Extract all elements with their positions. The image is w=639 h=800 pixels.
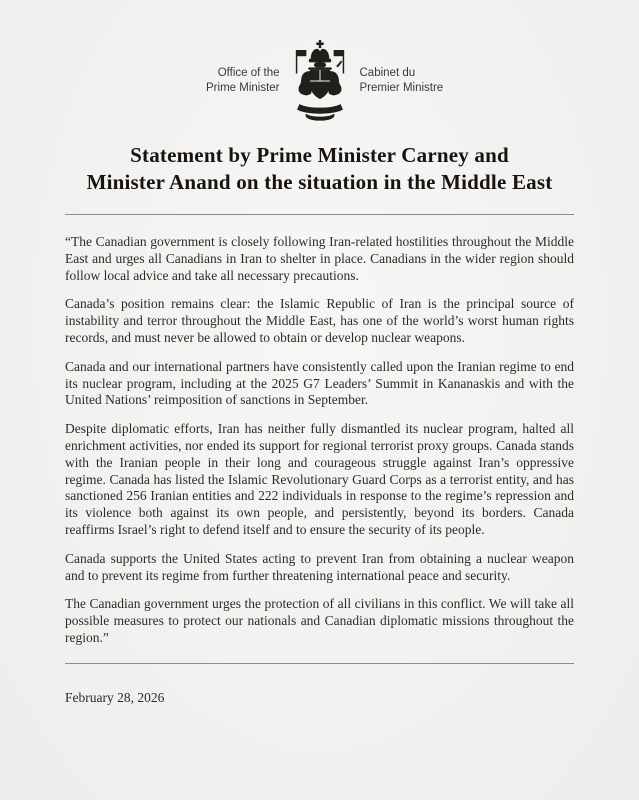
divider-top [65,214,574,215]
statement-paragraph: Canada’s position remains clear: the Islamic Republic of Iran is the principal source of instability and terror throughout the Middle East, has one of the world’s worst human rights records, and must never be allowed to obtain or develop nuclear weapons. [65,296,574,345]
title-line-1: Statement by Prime Minister Carney and [130,143,509,167]
canada-coat-of-arms-icon [289,40,351,122]
department-en-line2: Prime Minister [206,82,280,94]
department-fr-line1: Cabinet du [359,67,416,79]
statement-paragraph: The Canadian government urges the protection of all civilians in this conflict. We will take all possible measures to protect our nationals and Canadian diplomatic missions throughout the region.” [65,596,574,645]
statement-date: February 28, 2026 [65,689,165,705]
statement-paragraph: Canada supports the United States acting to prevent Iran from obtaining a nuclear weapon and to prevent its regime from further threatening international peace and security. [65,550,574,583]
statement-title [65,142,574,196]
divider-bottom [65,663,574,664]
statement-paragraph: “The Canadian government is closely following Iran-related hostilities throughout the Middle East and urges all Canadians in Iran to shelter in place. Canadians in the wider region should follow local advice and take all necessary precautions. [65,234,574,283]
department-name-fr [360,66,575,96]
statement-body [65,234,574,647]
department-fr-line2: Premier Ministre [359,82,444,94]
statement-paragraph: Despite diplomatic efforts, Iran has neither fully dismantled its nuclear program, halted all enrichment activities, nor ended its support for regional terrorist proxy groups. Canada stands with the Iranian people in their long and courageous struggle against Iran’s oppressive regime. Canada has listed the Islamic Revolutionary Guard Corps as a terrorist entity, and has sanctioned 256 Iranian entities and 222 individuals in response to the regime’s repression and its violence both against its own people, and persistently, beyond its borders. Canada reaffirms Israel’s right to defend itself and to ensure the security of its people. [65,421,574,537]
title-line-2: Minister Anand on the situation in the Middle East [86,170,553,194]
department-en-line1: Office of the [217,67,280,79]
department-name-en [65,66,280,96]
statement-paragraph: Canada and our international partners have consistently called upon the Iranian regime to end its nuclear program, including at the 2025 G7 Leaders’ Summit in Kananaskis and with the United Nations’ reimposition of sanctions in September. [65,358,574,408]
masthead [65,0,574,122]
